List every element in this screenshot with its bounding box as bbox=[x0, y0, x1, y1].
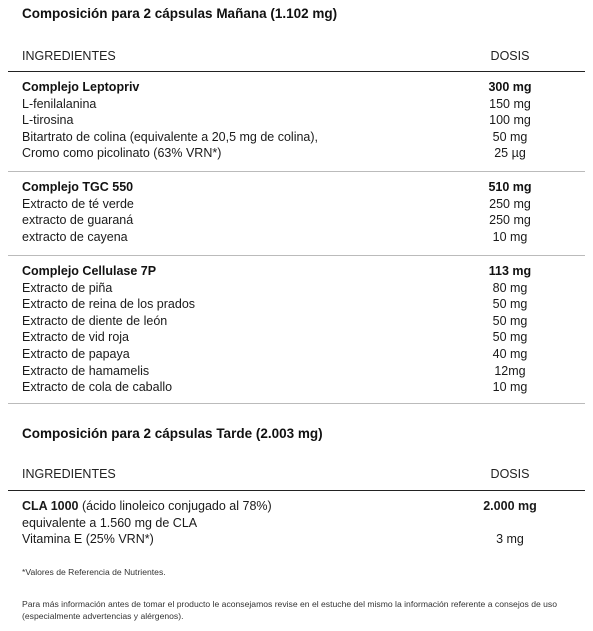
evening-header-rule bbox=[8, 490, 585, 491]
group-dose: 2.000 mg bbox=[483, 499, 537, 513]
ingredient-dose: 250 mg bbox=[489, 213, 531, 228]
ingredient-row bbox=[22, 363, 582, 380]
ingredient-row bbox=[22, 329, 582, 346]
ingredient-name: Extracto de reina de los prados bbox=[22, 297, 196, 312]
ingredient-dose: 3 mg bbox=[496, 532, 524, 547]
ingredient-name: equivalente a 1.560 mg de CLA bbox=[22, 515, 198, 530]
group-divider bbox=[8, 171, 585, 172]
ingredient-dose: 10 mg bbox=[492, 229, 528, 244]
group-divider bbox=[8, 255, 585, 256]
group-cellulase bbox=[22, 263, 582, 396]
footnote: *Valores de Referencia de Nutrientes. bbox=[22, 567, 166, 577]
morning-col-dose: DOSIS bbox=[490, 49, 530, 63]
ingredient-name: Extracto de hamamelis bbox=[22, 363, 150, 378]
ingredient-name: L-fenilalanina bbox=[22, 96, 97, 111]
ingredient-row bbox=[22, 280, 582, 297]
group-name: Complejo TGC 550 bbox=[22, 180, 134, 194]
ingredient-row bbox=[22, 346, 582, 363]
group-row bbox=[22, 179, 582, 196]
ingredient-name: Bitartrato de colina (equivalente a 20,5 mg de colina), bbox=[22, 129, 319, 144]
ingredient-row bbox=[22, 145, 582, 162]
morning-title: Composición para 2 cápsulas Mañana (1.102 mg) bbox=[22, 6, 338, 21]
ingredient-row bbox=[22, 196, 582, 213]
ingredient-dose: 25 µg bbox=[494, 146, 526, 161]
group-name: Complejo Leptopriv bbox=[22, 80, 140, 94]
ingredient-name: Extracto de papaya bbox=[22, 346, 130, 361]
ingredient-dose: 80 mg bbox=[492, 280, 528, 295]
group-name: CLA 1000 bbox=[22, 499, 79, 513]
ingredient-dose: 50 mg bbox=[492, 330, 528, 345]
group-divider bbox=[8, 403, 585, 404]
ingredient-row bbox=[22, 379, 582, 396]
group-dose: 510 mg bbox=[488, 180, 532, 194]
ingredient-dose: 12mg bbox=[494, 363, 526, 378]
ingredient-dose: 10 mg bbox=[492, 380, 528, 395]
group-row bbox=[22, 79, 582, 96]
ingredient-dose: 50 mg bbox=[492, 129, 528, 144]
group-row bbox=[22, 498, 582, 515]
ingredient-name: Extracto de cola de caballo bbox=[22, 380, 173, 395]
ingredient-dose: 50 mg bbox=[492, 313, 528, 328]
ingredient-name: Vitamina E (25% VRN*) bbox=[22, 532, 154, 547]
morning-header-rule bbox=[8, 71, 585, 72]
group-leptopriv bbox=[22, 79, 582, 162]
morning-col-ingredients: INGREDIENTES bbox=[22, 49, 116, 63]
ingredient-row bbox=[22, 112, 582, 129]
evening-title: Composición para 2 cápsulas Tarde (2.003 mg) bbox=[22, 426, 323, 441]
ingredient-row bbox=[22, 515, 582, 532]
group-tgc550 bbox=[22, 179, 582, 245]
ingredient-name: L-tirosina bbox=[22, 113, 74, 128]
ingredient-row bbox=[22, 313, 582, 330]
ingredient-dose: 50 mg bbox=[492, 297, 528, 312]
ingredient-dose: 100 mg bbox=[489, 113, 531, 128]
group-name-detail: (ácido linoleico conjugado al 78%) bbox=[78, 499, 272, 513]
group-name: Complejo Cellulase 7P bbox=[22, 264, 157, 278]
ingredient-name: Extracto de té verde bbox=[22, 196, 134, 211]
ingredient-row bbox=[22, 212, 582, 229]
ingredient-row bbox=[22, 531, 582, 548]
ingredient-name: extracto de cayena bbox=[22, 229, 128, 244]
ingredient-row bbox=[22, 96, 582, 113]
evening-col-dose: DOSIS bbox=[490, 467, 530, 481]
ingredient-dose: 150 mg bbox=[489, 96, 531, 111]
group-dose: 300 mg bbox=[488, 80, 532, 94]
ingredient-name: Cromo como picolinato (63% VRN*) bbox=[22, 146, 222, 161]
group-name-wrapper bbox=[22, 498, 272, 515]
ingredient-row bbox=[22, 296, 582, 313]
ingredient-dose: 250 mg bbox=[489, 196, 531, 211]
disclaimer: Para más información antes de tomar el producto le aconsejamos revise en el estuche del mismo la información referente a consejos de uso (especialmente advertencias y alérgenos). bbox=[22, 599, 557, 622]
ingredient-name: Extracto de vid roja bbox=[22, 330, 129, 345]
ingredient-dose: 40 mg bbox=[492, 346, 528, 361]
ingredient-row bbox=[22, 229, 582, 246]
evening-col-ingredients: INGREDIENTES bbox=[22, 467, 116, 481]
ingredient-row bbox=[22, 129, 582, 146]
group-cla1000 bbox=[22, 498, 582, 548]
group-dose: 113 mg bbox=[488, 264, 532, 278]
ingredient-name: extracto de guaraná bbox=[22, 213, 134, 228]
ingredient-name: Extracto de diente de león bbox=[22, 313, 168, 328]
ingredient-name: Extracto de piña bbox=[22, 280, 113, 295]
group-row bbox=[22, 263, 582, 280]
